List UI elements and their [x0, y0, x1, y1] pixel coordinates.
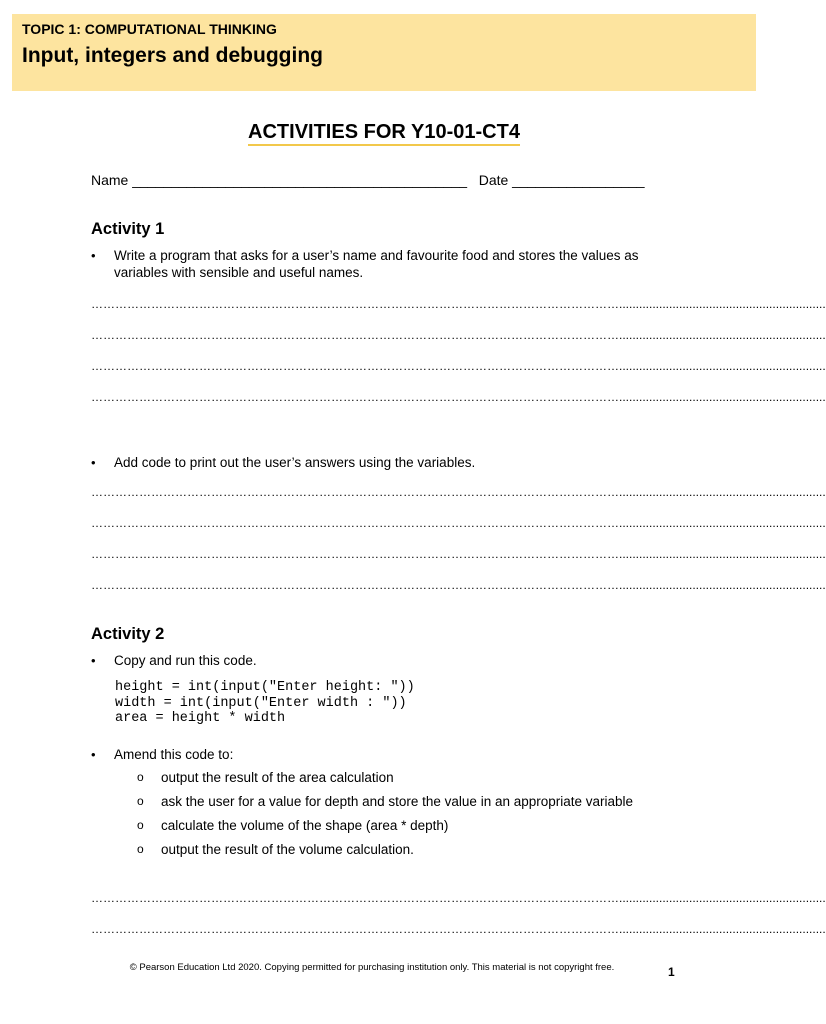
- activity-1-bullet-2: [91, 454, 671, 471]
- answer-line[interactable]: ……………………………………………………………………………………………………………………..............................................................: [91, 359, 826, 373]
- activity-2-heading: Activity 2: [91, 625, 165, 643]
- bullet-text: Add code to print out the user’s answers using the variables.: [114, 455, 476, 470]
- answer-line[interactable]: ……………………………………………………………………………………………………………………..............................................................: [91, 891, 826, 905]
- answer-line[interactable]: ……………………………………………………………………………………………………………………..............................................................: [91, 516, 826, 530]
- activity-1-heading: Activity 1: [91, 220, 165, 238]
- worksheet-title: [0, 121, 768, 144]
- answer-line[interactable]: ……………………………………………………………………………………………………………………..............................................................: [91, 922, 826, 936]
- page-title: Input, integers and debugging: [22, 44, 323, 67]
- bullet-text: Amend this code to:: [114, 747, 234, 762]
- answer-line[interactable]: ……………………………………………………………………………………………………………………..............................................................: [91, 390, 826, 404]
- circle-bullet-icon: o: [137, 770, 144, 784]
- page-number: 1: [668, 965, 675, 979]
- circle-bullet-icon: o: [137, 818, 144, 832]
- answer-line[interactable]: ……………………………………………………………………………………………………………………..............................................................: [91, 297, 826, 311]
- footer-copyright: © Pearson Education Ltd 2020. Copying permitted for purchasing institution only. This material is not copyright free.: [129, 962, 615, 973]
- bullet-text: Write a program that asks for a user’s name and favourite food and stores the values as variables with sensible and useful names.: [114, 248, 639, 280]
- code-block: height = int(input("Enter height: ")) width = int(input("Enter width : ")) area = height * width: [115, 680, 415, 726]
- answer-line[interactable]: ……………………………………………………………………………………………………………………..............................................................: [91, 547, 826, 561]
- topic-label: TOPIC 1: COMPUTATIONAL THINKING: [22, 21, 277, 37]
- bullet-icon: •: [91, 653, 96, 668]
- sub-item-text: ask the user for a value for depth and store the value in an appropriate variable: [161, 794, 634, 809]
- name-date-field[interactable]: Name ___________________________________________ Date _________________: [91, 172, 645, 188]
- bullet-text: Copy and run this code.: [114, 653, 257, 668]
- activity-2-bullet-1: [91, 652, 671, 669]
- sub-item-text: output the result of the area calculation: [161, 770, 394, 785]
- circle-bullet-icon: o: [137, 794, 144, 808]
- activity-1-bullet-1: [91, 247, 671, 281]
- answer-line[interactable]: ……………………………………………………………………………………………………………………..............................................................: [91, 328, 826, 342]
- bullet-icon: •: [91, 455, 96, 470]
- answer-line[interactable]: ……………………………………………………………………………………………………………………..............................................................: [91, 485, 826, 499]
- sub-item-text: calculate the volume of the shape (area * depth): [161, 818, 449, 833]
- activity-2-bullet-2: [91, 746, 671, 763]
- bullet-icon: •: [91, 248, 96, 263]
- sub-item-text: output the result of the volume calculation.: [161, 842, 414, 857]
- worksheet-title-text: ACTIVITIES FOR Y10-01-CT4: [248, 121, 520, 146]
- bullet-icon: •: [91, 747, 96, 762]
- answer-line[interactable]: ……………………………………………………………………………………………………………………..............................................................: [91, 578, 826, 592]
- circle-bullet-icon: o: [137, 842, 144, 856]
